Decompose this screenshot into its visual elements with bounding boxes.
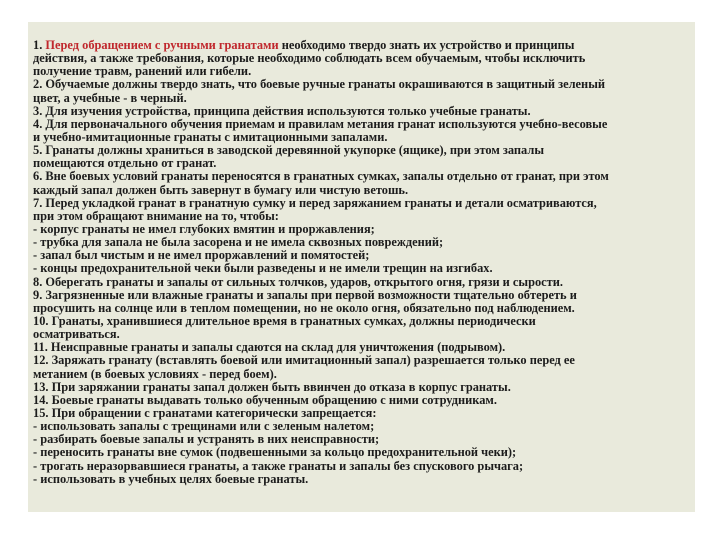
- text-line: действия, а также требования, которые необходимо соблюдать всем обучаемым, чтобы исключить: [33, 51, 586, 66]
- text-line: - корпус гранаты не имел глубоких вмятин и проржавления;: [33, 221, 375, 236]
- text-line: - трубка для запала не была засорена и не имела сквозных повреждений;: [33, 235, 444, 250]
- item-number: 1.: [33, 38, 46, 52]
- text-line: просушить на солнце или в теплом помещении, но не около огня, обязательно под наблюдением.: [33, 300, 575, 315]
- text-line: и учебно-имитационные гранаты с имитационными запалами.: [33, 129, 388, 144]
- text-line: 14. Боевые гранаты выдавать только обученным обращению с ними сотрудникам.: [33, 392, 497, 407]
- text-line: помещаются отдельно от гранат.: [33, 156, 217, 171]
- text-line: - использовать запалы с трещинами или с зеленым налетом;: [33, 419, 375, 434]
- text-line: получение травм, ранений или гибели.: [33, 64, 252, 79]
- text-line: 15. При обращении с гранатами категорически запрещается:: [33, 405, 377, 420]
- text-line: 13. При заряжании гранаты запал должен быть ввинчен до отказа в корпус гранаты.: [33, 379, 511, 394]
- text-line: 2. Обучаемые должны твердо знать, что боевые ручные гранаты окрашиваются в защитный зеленый: [33, 77, 606, 92]
- text-line: 3. Для изучения устройства, принципа действия используются только учебные гранаты.: [33, 103, 531, 118]
- text-line: 12. Заряжать гранату (вставлять боевой или имитационный запал) разрешается только перед ее: [33, 353, 575, 368]
- highlighted-heading: Перед обращением с ручными гранатами: [45, 38, 279, 52]
- text-line: 4. Для первоначального обучения приемам и правилам метания гранат используются учебно-весовые: [33, 116, 608, 131]
- text-line: цвет, а учебные - в черный.: [33, 90, 187, 105]
- text-line: - переносить гранаты вне сумок (подвешенными за кольцо предохранительной чеки);: [33, 445, 517, 460]
- text-line: 5. Гранаты должны храниться в заводской деревянной укупорке (ящике), при этом запалы: [33, 143, 544, 158]
- document-text: [33, 39, 693, 486]
- text-line: - использовать в учебных целях боевые гранаты.: [33, 471, 309, 486]
- text-line: - запал был чистым и не имел проржавлений и помятостей;: [33, 248, 370, 263]
- text-line: - разбирать боевые запалы и устранять в них неисправности;: [33, 432, 380, 447]
- text-line: 8. Оберегать гранаты и запалы от сильных толчков, ударов, открытого огня, грязи и сырости.: [33, 274, 564, 289]
- text-line: каждый запал должен быть завернут в бумагу или чистую ветошь.: [33, 182, 409, 197]
- text-line: - концы предохранительной чеки были разведены и не имели трещин на изгибах.: [33, 261, 493, 276]
- text-line: 10. Гранаты, хранившиеся длительное время в гранатных сумках, должны периодически: [33, 313, 536, 328]
- text-line: 6. Вне боевых условий гранаты переносятся в гранатных сумках, запалы отдельно от гранат, при этом: [33, 169, 609, 184]
- text-line: 11. Неисправные гранаты и запалы сдаются на склад для уничтожения (подрывом).: [33, 340, 506, 355]
- text-line: 9. Загрязненные или влажные гранаты и запалы при первой возможности тщательно обтереть и: [33, 287, 577, 302]
- text-line: 7. Перед укладкой гранат в гранатную сумку и перед заряжанием гранаты и детали осматриваются,: [33, 195, 597, 210]
- text-line: - трогать неразорвавшиеся гранаты, а также гранаты и запалы без спускового рычага;: [33, 458, 524, 473]
- text-line: при этом обращают внимание на то, чтобы:: [33, 208, 279, 223]
- text-line: метанием (в боевых условиях - перед боем).: [33, 366, 277, 381]
- line-rest: необходимо твердо знать их устройство и принципы: [278, 38, 575, 52]
- text-line: осматриваться.: [33, 327, 120, 342]
